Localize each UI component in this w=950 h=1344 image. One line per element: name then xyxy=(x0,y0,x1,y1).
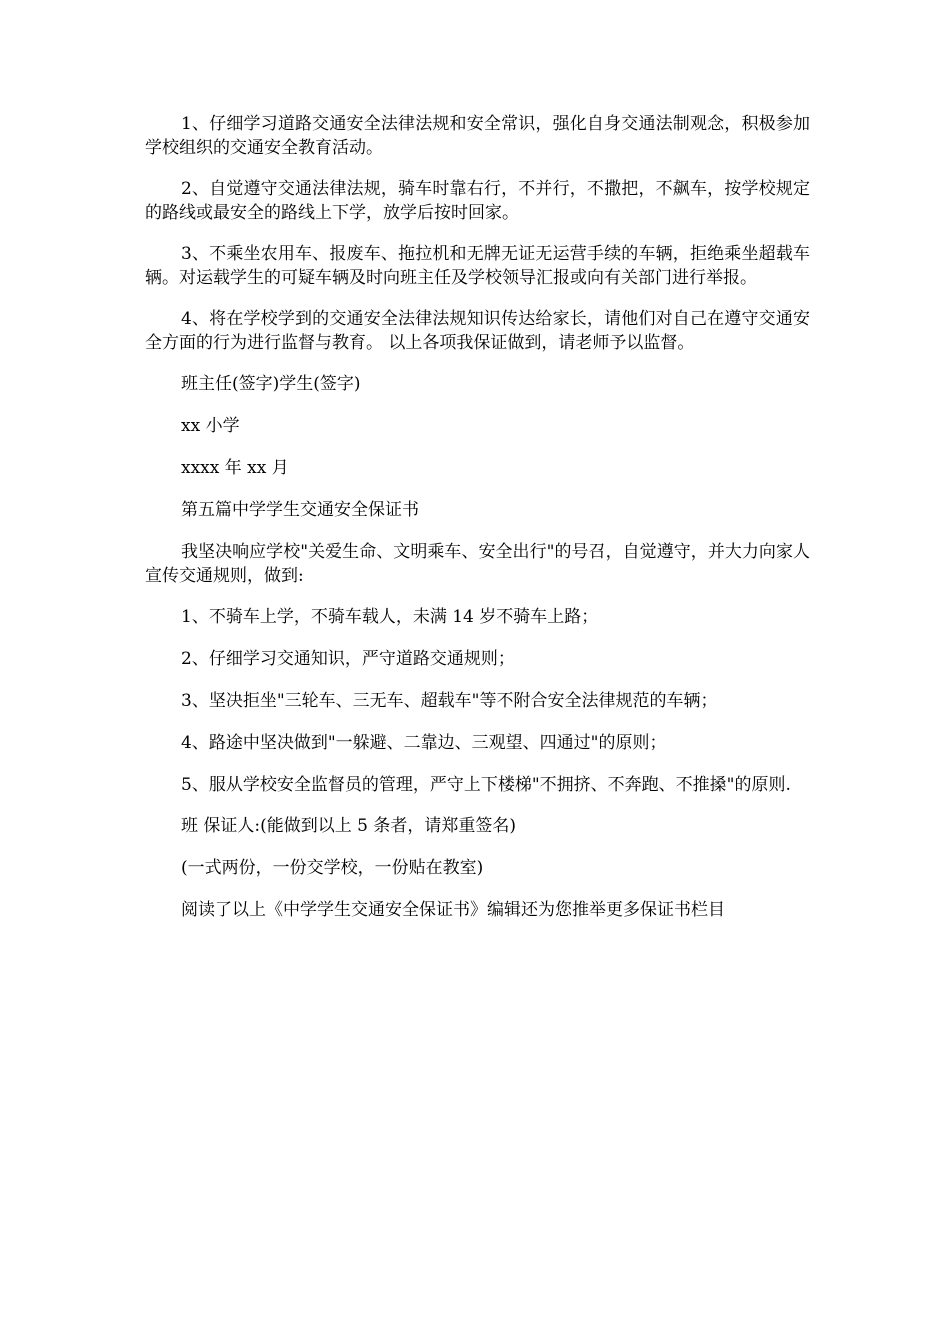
guarantor-line: 班 保证人:(能做到以上 5 条者，请郑重签名) xyxy=(181,816,517,836)
pledge-item-2: 2、仔细学习交通知识，严守道路交通规则； xyxy=(181,649,515,669)
section-title: 第五篇中学学生交通安全保证书 xyxy=(181,500,419,520)
pledge-intro: 我坚决响应学校"关爱生命、文明乘车、安全出行"的号召，自觉遵守，并大力向家人宣传交通规则，做到: xyxy=(145,542,810,586)
date-line: xxxx 年 xx 月 xyxy=(181,458,289,478)
pledge-item-1: 1、不骑车上学，不骑车载人，未满 14 岁不骑车上路； xyxy=(181,607,599,627)
copies-note: (一式两份，一份交学校，一份贴在教室) xyxy=(181,858,484,878)
pledge-item-5: 5、服从学校安全监督员的管理，严守上下楼梯"不拥挤、不奔跑、不推搡"的原则. xyxy=(181,775,791,795)
school-name: xx 小学 xyxy=(181,416,240,436)
paragraph-item-2: 2、自觉遵守交通法律法规，骑车时靠右行，不并行，不撒把，不飙车，按学校规定的路线或最安全的路线上下学，放学后按时回家。 xyxy=(145,179,810,223)
paragraph-item-4: 4、将在学校学到的交通安全法律法规知识传达给家长，请他们对自己在遵守交通安全方面的行为进行监督与教育。 以上各项我保证做到，请老师予以监督。 xyxy=(145,309,810,353)
paragraph-item-3: 3、不乘坐农用车、报废车、拖拉机和无牌无证无运营手续的车辆，拒绝乘坐超载车辆。对运载学生的可疑车辆及时向班主任及学校领导汇报或向有关部门进行举报。 xyxy=(145,244,810,288)
pledge-item-3: 3、坚决拒坐"三轮车、三无车、超载车"等不附合安全法律规范的车辆； xyxy=(181,691,718,711)
closing-note: 阅读了以上《中学学生交通安全保证书》编辑还为您推举更多保证书栏目 xyxy=(181,900,725,920)
document-body xyxy=(145,112,810,940)
signature-line: 班主任(签字)学生(签字) xyxy=(181,374,361,394)
pledge-item-4: 4、路途中坚决做到"一躲避、二靠边、三观望、四通过"的原则； xyxy=(181,733,667,753)
paragraph-item-1: 1、仔细学习道路交通安全法律法规和安全常识，强化自身交通法制观念，积极参加学校组织的交通安全教育活动。 xyxy=(145,114,810,158)
